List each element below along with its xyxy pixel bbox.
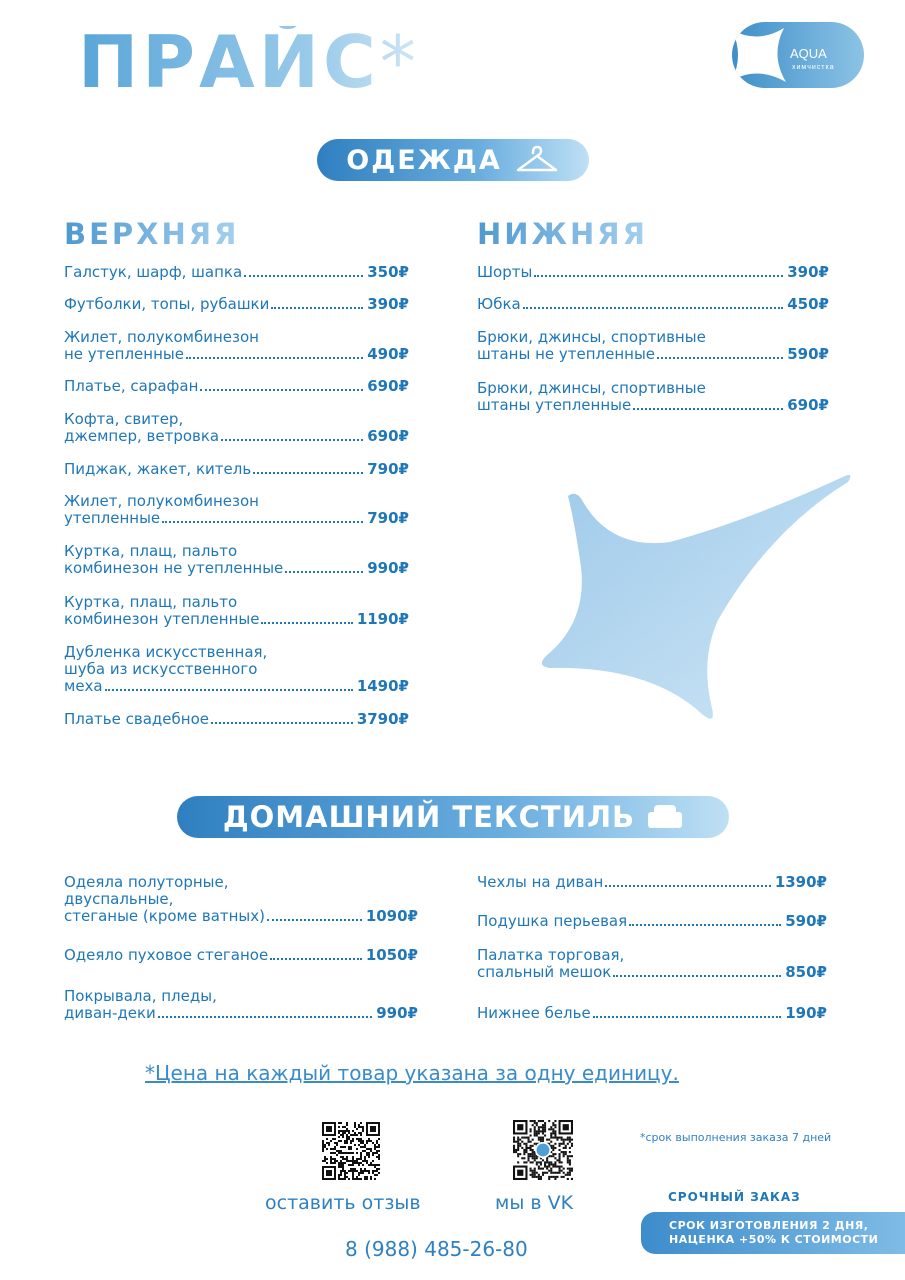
- urgent-title: СРОЧНЫЙ ЗАКАЗ: [668, 1190, 801, 1204]
- item-price: 390₽: [787, 263, 829, 281]
- item-name: Дубленка искусственная,: [64, 643, 268, 661]
- logo-subtitle: химчистка: [792, 64, 835, 71]
- leader-dots: [523, 307, 784, 309]
- urgent-line-2: НАЦЕНКА +50% К СТОИМОСТИ: [669, 1233, 879, 1246]
- item-price: 790₽: [367, 509, 409, 527]
- price-item: [477, 874, 827, 891]
- leader-dots: [285, 571, 363, 573]
- lower-heading: НИЖНЯЯ: [477, 217, 648, 251]
- price-item: [64, 874, 418, 925]
- price-item: [64, 264, 409, 281]
- item-name: Одеяла полуторные,: [64, 873, 229, 891]
- price-item: [477, 329, 829, 363]
- item-name: Футболки, топы, рубашки: [64, 295, 270, 313]
- item-price: 390₽: [367, 295, 409, 313]
- item-name: не утепленные: [64, 345, 184, 363]
- item-name: Куртка, плащ, пальто: [64, 542, 238, 560]
- item-price: 490₽: [367, 345, 409, 363]
- item-name: меха: [64, 677, 103, 695]
- item-name: Жилет, полукомбинезон: [64, 328, 259, 346]
- item-name: штаны утепленные: [477, 396, 632, 414]
- item-name: Шорты: [477, 263, 533, 281]
- qr-vk-icon[interactable]: [513, 1120, 573, 1180]
- leader-dots: [221, 439, 363, 441]
- price-item: [64, 594, 409, 628]
- leader-dots: [593, 1016, 782, 1018]
- item-price: 790₽: [367, 460, 409, 478]
- price-item: [477, 913, 827, 930]
- page-title: [78, 20, 420, 104]
- leader-dots: [162, 521, 363, 523]
- price-item: [64, 411, 409, 445]
- item-name: Нижнее белье: [477, 1004, 591, 1022]
- leader-dots: [657, 357, 783, 359]
- price-item: [64, 988, 418, 1022]
- item-price: 450₽: [787, 295, 829, 313]
- leader-dots: [200, 389, 363, 391]
- item-price: 690₽: [367, 427, 409, 445]
- price-item: [477, 380, 829, 414]
- item-name: Покрывала, пледы,: [64, 987, 217, 1005]
- brand-logo: [732, 22, 864, 88]
- leader-dots: [633, 408, 783, 410]
- item-price: 590₽: [787, 345, 829, 363]
- item-price: 190₽: [785, 1004, 827, 1022]
- item-price: 1390₽: [774, 873, 827, 891]
- price-note: *Цена на каждый товар указана за одну единицу.: [145, 1061, 679, 1085]
- leader-dots: [244, 275, 363, 277]
- section-home-banner: [177, 796, 729, 838]
- item-name: Платье, сарафан: [64, 377, 199, 395]
- item-price: 1050₽: [365, 946, 418, 964]
- price-item: [64, 644, 409, 695]
- item-name: стеганые (кроме ватных): [64, 907, 266, 925]
- item-name: комбинезон не утепленные: [64, 559, 284, 577]
- item-name: Юбка: [477, 295, 521, 313]
- leader-dots: [158, 1016, 372, 1018]
- page-title-text: ПРАЙС: [78, 20, 380, 104]
- item-price: 690₽: [367, 377, 409, 395]
- outer-heading: ВЕРХНЯЯ: [64, 217, 240, 251]
- item-name: Галстук, шарф, шапка: [64, 263, 243, 281]
- deadline-note: *срок выполнения заказа 7 дней: [640, 1131, 832, 1144]
- price-item: [64, 296, 409, 313]
- leader-dots: [267, 919, 362, 921]
- item-name: Подушка перьевая: [477, 912, 628, 930]
- hanger-icon: [514, 145, 560, 175]
- item-name: штаны не утепленные: [477, 345, 656, 363]
- item-name: комбинезон утепленные: [64, 610, 260, 628]
- urgent-line-1: СРОК ИЗГОТОВЛЕНИЯ 2 ДНЯ,: [669, 1219, 869, 1232]
- item-name: Пиджак, жакет, китель: [64, 460, 252, 478]
- section-clothes-banner: [317, 139, 589, 181]
- item-price: 1090₽: [365, 907, 418, 925]
- item-price: 1490₽: [356, 677, 409, 695]
- item-name: джемпер, ветровка: [64, 427, 220, 445]
- armchair-icon: [647, 803, 683, 831]
- leader-dots: [534, 275, 783, 277]
- price-item: [64, 329, 409, 363]
- item-price: 850₽: [785, 963, 827, 981]
- title-asterisk: *: [379, 20, 420, 104]
- leader-dots: [270, 958, 362, 960]
- item-name: двуспальные,: [64, 890, 174, 908]
- item-price: 590₽: [785, 912, 827, 930]
- price-item: [477, 1005, 827, 1022]
- price-item: [64, 947, 418, 964]
- urgent-box: [641, 1212, 905, 1254]
- leader-dots: [605, 885, 770, 887]
- section-clothes-label: ОДЕЖДА: [346, 144, 502, 176]
- price-item: [64, 461, 409, 478]
- decorative-star-icon: [520, 470, 860, 730]
- price-item: [64, 493, 409, 527]
- leader-dots: [261, 622, 352, 624]
- price-item: [477, 296, 829, 313]
- item-name: спальный мешок: [477, 963, 612, 981]
- item-price: 350₽: [367, 263, 409, 281]
- logo-name: AQUA: [790, 46, 827, 61]
- qr-review-label[interactable]: оставить отзыв: [265, 1192, 421, 1214]
- item-name: шуба из искусственного: [64, 660, 258, 678]
- leader-dots: [253, 472, 363, 474]
- item-name: Чехлы на диван: [477, 873, 604, 891]
- item-price: 1190₽: [356, 610, 409, 628]
- item-price: 3790₽: [356, 710, 409, 728]
- item-price: 990₽: [376, 1004, 418, 1022]
- price-item: [64, 543, 409, 577]
- item-name: Жилет, полукомбинезон: [64, 492, 259, 510]
- item-name: Кофта, свитер,: [64, 410, 184, 428]
- leader-dots: [211, 722, 353, 724]
- leader-dots: [613, 975, 781, 977]
- price-item: [477, 264, 829, 281]
- leader-dots: [271, 307, 363, 309]
- item-name: Куртка, плащ, пальто: [64, 593, 238, 611]
- section-home-label: ДОМАШНИЙ ТЕКСТИЛЬ: [222, 800, 636, 834]
- item-name: Платье свадебное: [64, 710, 209, 728]
- price-item: [64, 378, 409, 395]
- phone-number[interactable]: 8 (988) 485-26-80: [345, 1237, 528, 1261]
- qr-review-icon[interactable]: [322, 1122, 380, 1180]
- leader-dots: [105, 689, 353, 691]
- leader-dots: [186, 357, 363, 359]
- item-price: 990₽: [367, 559, 409, 577]
- item-name: Одеяло пуховое стеганое: [64, 946, 269, 964]
- item-name: диван-деки: [64, 1004, 156, 1022]
- item-name: утепленные: [64, 509, 161, 527]
- item-name: Брюки, джинсы, спортивные: [477, 379, 706, 397]
- leader-dots: [629, 924, 781, 926]
- item-name: Палатка торговая,: [477, 946, 625, 964]
- price-item: [477, 947, 827, 981]
- item-name: Брюки, джинсы, спортивные: [477, 328, 706, 346]
- price-item: [64, 711, 409, 728]
- qr-vk-label[interactable]: мы в VK: [495, 1192, 574, 1214]
- item-price: 690₽: [787, 396, 829, 414]
